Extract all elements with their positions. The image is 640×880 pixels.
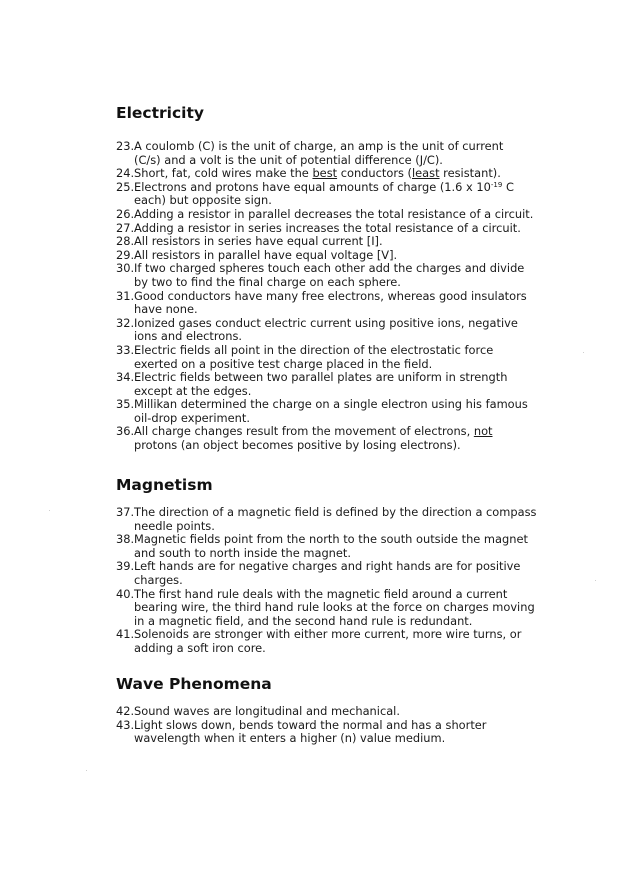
list-item: 26 . Adding a resistor in parallel decreases the total resistance of a circuit. xyxy=(116,208,556,222)
list-item: 35 . Millikan determined the charge on a single electron using his famous oil-drop experiment. xyxy=(116,398,556,425)
section-heading-wave-phenomena: Wave Phenomena xyxy=(116,675,272,693)
list-item: 43 . Light slows down, bends toward the normal and has a shorter wavelength when it enters a higher (n) value medium. xyxy=(116,719,556,746)
list-item: 23 . A coulomb (C) is the unit of charge, an amp is the unit of current (C/s) and a volt is the unit of potential difference (J/C). xyxy=(116,140,556,167)
list-item: 41 . Solenoids are stronger with either more current, more wire turns, or adding a soft iron core. xyxy=(116,628,556,655)
list-magnetism xyxy=(116,506,556,656)
list-item: 31 . Good conductors have many free electrons, whereas good insulators have none. xyxy=(116,290,556,317)
list-item: 39 . Left hands are for negative charges and right hands are for positive charges. xyxy=(116,560,556,587)
list-item: 33 . Electric fields all point in the direction of the electrostatic force exerted on a positive test charge placed in the field. xyxy=(116,344,556,371)
list-item: 37 . The direction of a magnetic field is defined by the direction a compass needle points. xyxy=(116,506,556,533)
list-item: 42 . Sound waves are longitudinal and mechanical. xyxy=(116,705,556,719)
scan-speck xyxy=(595,580,596,581)
list-wave-phenomena xyxy=(116,705,556,746)
section-heading-magnetism: Magnetism xyxy=(116,476,213,494)
list-item: 40 . The first hand rule deals with the magnetic field around a current bearing wire, the third hand rule looks at the force on charges moving in a magnetic field, and the second hand rule is redundant. xyxy=(116,588,556,629)
scan-speck xyxy=(86,770,87,771)
scan-speck xyxy=(583,352,584,353)
list-item: 24 . Short, fat, cold wires make the best conductors (least resistant). xyxy=(116,167,556,181)
section-heading-electricity: Electricity xyxy=(116,104,204,122)
list-item: 32 . Ionized gases conduct electric current using positive ions, negative ions and electrons. xyxy=(116,317,556,344)
list-electricity xyxy=(116,140,556,453)
list-item: 34 . Electric fields between two parallel plates are uniform in strength except at the edges. xyxy=(116,371,556,398)
list-item: 36 . All charge changes result from the movement of electrons, not protons (an object becomes positive by losing electrons). xyxy=(116,425,556,452)
list-item: 27 . Adding a resistor in series increases the total resistance of a circuit. xyxy=(116,222,556,236)
list-item: 30 . If two charged spheres touch each other add the charges and divide by two to find the final charge on each sphere. xyxy=(116,262,556,289)
scan-speck xyxy=(49,510,50,511)
list-item: 29 . All resistors in parallel have equal voltage [V]. xyxy=(116,249,556,263)
list-item: 28 . All resistors in series have equal current [I]. xyxy=(116,235,556,249)
list-item: 25 . Electrons and protons have equal amounts of charge (1.6 x $10^{-19}$ C each) but opposite sign. xyxy=(116,181,556,208)
list-item: 38 . Magnetic fields point from the north to the south outside the magnet and south to north inside the magnet. xyxy=(116,533,556,560)
